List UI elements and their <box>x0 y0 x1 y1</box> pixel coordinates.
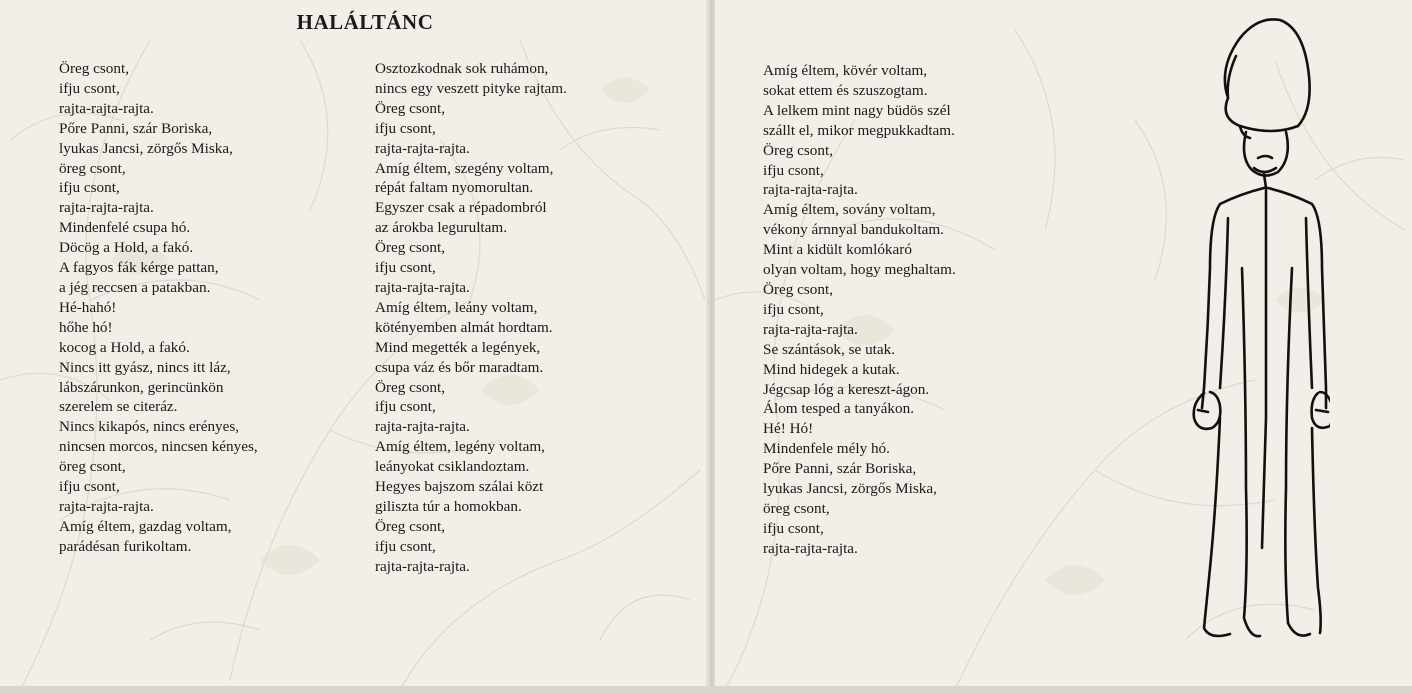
poem-line: rajta-rajta-rajta. <box>763 539 858 557</box>
poem-line: Mindenfele mély hó. <box>763 440 890 458</box>
poem-line: parádésan furikoltam. <box>59 537 192 555</box>
poem-line: A lelkem mint nagy büdös szél <box>763 101 951 119</box>
poem-line: Amíg éltem, legény voltam, <box>375 438 545 456</box>
figure-hat <box>1225 19 1310 131</box>
poem-line: Amíg éltem, gazdag voltam, <box>59 517 232 535</box>
poem-line: ifju csont, <box>375 259 436 277</box>
poem-line: kocog a Hold, a fakó. <box>59 338 190 356</box>
poem-line: Álom tesped a tanyákon. <box>763 400 914 418</box>
poem-line: Hé-hahó! <box>59 298 117 316</box>
poem-line: az árokba legurultam. <box>375 219 507 237</box>
poem-line: Öreg csont, <box>375 378 446 396</box>
poem-line: Mint a kidült komlókaró <box>763 241 912 259</box>
poem-line: Hé! Hó! <box>763 420 814 438</box>
poem-line: ifju csont, <box>375 119 436 137</box>
poem-line: giliszta túr a homokban. <box>375 497 522 515</box>
poem-line: kötényemben almát hordtam. <box>375 318 553 336</box>
poem-line: rajta-rajta-rajta. <box>763 320 858 338</box>
poem-line: Amíg éltem, kövér voltam, <box>763 62 928 79</box>
poem-line: ifju csont, <box>59 179 120 197</box>
poem-column-2 <box>375 59 567 577</box>
poem-line: rajta-rajta-rajta. <box>763 181 858 199</box>
poem-line: Mind hidegek a kutak. <box>763 360 900 378</box>
poem-line: rajta-rajta-rajta. <box>59 99 154 117</box>
poem-line: rajta-rajta-rajta. <box>375 139 470 157</box>
poem-line: leányokat csiklandoztam. <box>375 458 530 476</box>
poem-line: nincs egy veszett pityke rajtam. <box>375 79 567 97</box>
poem-line: rajta-rajta-rajta. <box>375 418 470 436</box>
poem-line: Öreg csont, <box>763 280 834 298</box>
skeleton-figure-illustration <box>1180 8 1330 658</box>
right-page <box>715 0 1412 693</box>
poem-line: Amíg éltem, sovány voltam, <box>763 201 936 219</box>
bottom-edge <box>0 686 1412 693</box>
poem-line: Amíg éltem, szegény voltam, <box>375 159 554 177</box>
poem-line: ifju csont, <box>763 300 824 318</box>
poem-line: Amíg éltem, leány voltam, <box>375 298 538 316</box>
poem-line: Mind megették a legények, <box>375 338 541 356</box>
poem-line: Öreg csont, <box>59 60 130 77</box>
figure-legs <box>1204 418 1230 636</box>
poem-line: ifju csont, <box>59 478 120 496</box>
poem-line: Öreg csont, <box>763 141 834 159</box>
poem-line: Osztozkodnak sok ruhámon, <box>375 60 549 77</box>
poem-line: Egyszer csak a répadombról <box>375 199 547 217</box>
poem-line: lábszárunkon, gerincünkön <box>59 378 224 396</box>
poem-line: Nincs kikapós, nincs erényes, <box>59 418 240 436</box>
poem-line: ifju csont, <box>375 537 436 555</box>
poem-line: Mindenfelé csupa hó. <box>59 219 191 237</box>
poem-line: nincsen morcos, nincsen kényes, <box>59 438 258 456</box>
poem-line: Öreg csont, <box>375 517 446 535</box>
poem-line: lyukas Jancsi, zörgős Miska, <box>59 139 233 157</box>
poem-line: öreg csont, <box>763 499 830 517</box>
poem-line: rajta-rajta-rajta. <box>59 497 154 515</box>
poem-line: vékony árnnyal bandukoltam. <box>763 221 944 239</box>
poem-line: Jégcsap lóg a kereszt-ágon. <box>763 380 930 398</box>
poem-line: szállt el, mikor megpukkadtam. <box>763 121 955 139</box>
poem-line: ifju csont, <box>763 161 824 179</box>
poem-line: Pőre Panni, szár Boriska, <box>763 460 917 478</box>
poem-line: Öreg csont, <box>375 239 446 257</box>
poem-line: öreg csont, <box>59 458 126 476</box>
poem-line: sokat ettem és szuszogtam. <box>763 81 928 99</box>
poem-title: HALÁLTÁNC <box>296 10 434 34</box>
poem-line: csupa váz és bőr maradtam. <box>375 358 544 376</box>
poem-line: Hegyes bajszom szálai közt <box>375 478 544 496</box>
poem-column-3 <box>763 61 956 559</box>
poem-line: A fagyos fák kérge pattan, <box>59 259 219 277</box>
poem-line: Nincs itt gyász, nincs itt láz, <box>59 358 231 376</box>
poem-line: hőhe hó! <box>59 318 113 336</box>
poem-line: rajta-rajta-rajta. <box>59 199 154 217</box>
figure-body <box>1202 188 1264 408</box>
poem-line: olyan voltam, hogy meghaltam. <box>763 261 956 279</box>
poem-line: Se szántások, se utak. <box>763 340 896 358</box>
poem-line: rajta-rajta-rajta. <box>375 278 470 296</box>
poem-line: öreg csont, <box>59 159 126 177</box>
poem-line: répát faltam nyomorultan. <box>375 179 534 197</box>
poem-column-1 <box>59 59 258 557</box>
poem-line: lyukas Jancsi, zörgős Miska, <box>763 480 937 498</box>
poem-line: szerelem se citeráz. <box>59 398 178 416</box>
poem-line: Döcög a Hold, a fakó. <box>59 239 194 257</box>
poem-line: ifju csont, <box>375 398 436 416</box>
poem-line: Pőre Panni, szár Boriska, <box>59 119 213 137</box>
poem-line: Öreg csont, <box>375 99 446 117</box>
poem-line: ifju csont, <box>59 79 120 97</box>
poem-line: a jég reccsen a patakban. <box>59 278 211 296</box>
poem-line: rajta-rajta-rajta. <box>375 557 470 575</box>
poem-line: ifju csont, <box>763 519 824 537</box>
